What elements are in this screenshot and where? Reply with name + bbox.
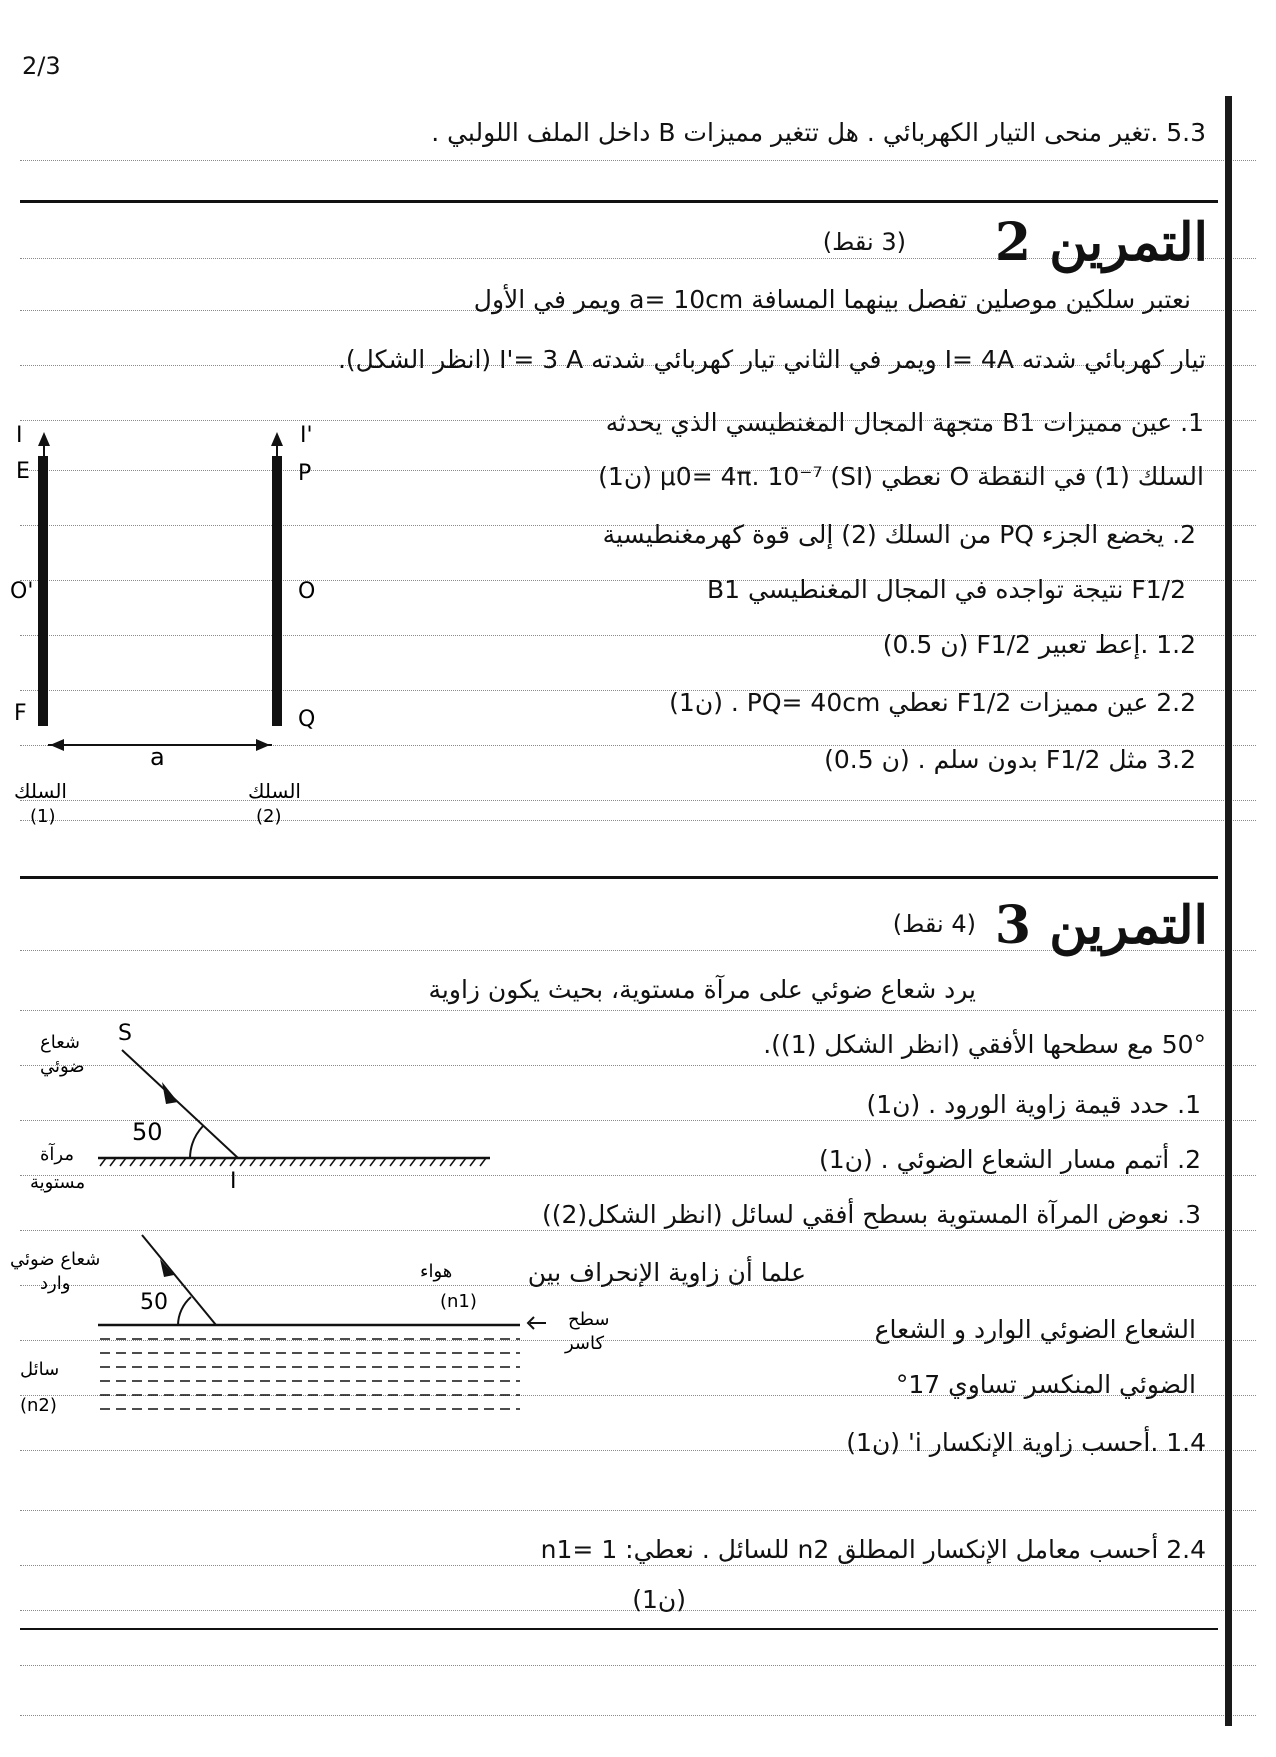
mirror-figure <box>0 1010 500 1210</box>
wire-2-label: السلك <box>248 779 301 803</box>
angle-label: 50 <box>140 1290 168 1315</box>
point-E-label: E <box>16 459 30 484</box>
arrow-head-1 <box>38 432 50 446</box>
exercise-2-points: (3 نقط) <box>822 228 906 256</box>
point-O-prime-label: O' <box>10 579 34 604</box>
n2-label: (n2) <box>20 1395 57 1416</box>
wire-1-number: (1) <box>30 806 56 827</box>
ray-label: شعاع <box>40 1032 80 1053</box>
exercise-3-title: التمرين 3 <box>994 895 1208 956</box>
surface-pointer-arrow <box>528 1317 546 1329</box>
ex2-question-2-1: 1.2 .إعط تعبير F1/2 (ن 0.5) <box>882 630 1196 659</box>
ray-label-2: وارد <box>40 1273 71 1294</box>
ex3-question-3d: الضوئي المنكسر تساوي 17° <box>895 1370 1196 1399</box>
liquid-dashes <box>100 1339 520 1409</box>
ex3-question-4-2: 2.4 أحسب معامل الإنكسار المطلق n2 للسائل . نعطي: n1= 1 <box>540 1535 1206 1564</box>
ex2-question-2b: F1/2 نتيجة تواجده في المجال المغنطيسي B1 <box>707 575 1186 604</box>
liquid-figure <box>0 1225 620 1425</box>
ex3-question-4-2-points: (ن1) <box>632 1585 686 1614</box>
ray-arrow <box>162 1082 178 1104</box>
wire-1-label: السلك <box>14 779 67 803</box>
ex3-line-1: يرد شعاع ضوئي على مرآة مستوية، بحيث يكون زاوية <box>428 975 976 1004</box>
margin-bar <box>1225 96 1232 1726</box>
ray-arrow <box>160 1259 174 1277</box>
exercise-2-title: التمرين 2 <box>994 212 1208 273</box>
air-label: هواء <box>420 1261 453 1282</box>
ex2-question-2-3: 3.2 مثل F1/2 بدون سلم . (ن 0.5) <box>824 745 1196 774</box>
ray-label-2: ضوئي <box>40 1056 85 1077</box>
angle-label: 50 <box>132 1118 163 1146</box>
surface-label: سطح <box>568 1309 610 1330</box>
ray-source-label: S <box>118 1021 132 1046</box>
current-I-prime-label: I' <box>300 423 313 448</box>
point-P-label: P <box>298 461 312 486</box>
ex3-question-3c: الشعاع الضوئي الوارد و الشعاع <box>874 1315 1196 1344</box>
wire-1 <box>38 456 48 726</box>
surface-label-2: كاسر <box>565 1333 605 1354</box>
wires-figure <box>0 420 340 840</box>
point-F-label: F <box>14 701 27 726</box>
section-divider <box>20 200 1218 203</box>
wire-2 <box>272 456 282 726</box>
section-divider-3 <box>20 1628 1218 1630</box>
ex3-question-2: 2. أتمم مسار الشعاع الضوئي . (ن1) <box>818 1145 1201 1174</box>
point-Q-label: Q <box>298 707 316 732</box>
ex3-question-4-1: 1.4 .أحسب زاوية الإنكسار i' (ن1) <box>846 1428 1206 1457</box>
n1-label: (n1) <box>440 1291 477 1312</box>
distance-arrow-right <box>256 739 270 751</box>
ex2-question-2-2: 2.2 عين مميزات F1/2 نعطي PQ= 40cm . (ن1) <box>669 688 1196 717</box>
distance-arrow-left <box>50 739 64 751</box>
exercise-3-points: (4 نقط) <box>892 910 976 938</box>
arrow-head-2 <box>271 432 283 446</box>
distance-a-label: a <box>150 743 165 771</box>
ex2-line-1: نعتبر سلكين موصلين تفصل بينهما المسافة a= 10cm ويمر في الأول <box>473 285 1191 314</box>
question-5-3: 5.3 .تغير منحى التيار الكهربائي . هل تتغير مميزات B داخل الملف اللولبي . <box>431 118 1206 147</box>
liquid-label: سائل <box>20 1359 60 1380</box>
ex2-line-2: تيار كهربائي شدته I= 4A ويمر في الثاني تيار كهربائي شدته I'= 3 A (انظر الشكل). <box>337 345 1206 374</box>
ex3-line-2: 50° مع سطحها الأفقي (انظر الشكل (1)). <box>763 1030 1206 1059</box>
ex2-question-2a: 2. يخضع الجزء PQ من السلك (2) إلى قوة كهرمغنطيسية <box>602 520 1196 549</box>
angle-arc <box>190 1126 203 1158</box>
ex3-question-3: 3. نعوض المرآة المستوية بسطح أفقي لسائل (انظر الشكل(2)) <box>541 1200 1201 1229</box>
ex2-question-1a: 1. عين مميزات B1 متجهة المجال المغنطيسي الذي يحدثه <box>605 408 1204 437</box>
wire-2-number: (2) <box>256 806 282 827</box>
mirror-label-2: مستوية <box>30 1172 86 1193</box>
page-number: 2/3 <box>22 52 61 80</box>
mirror-label: مرآة <box>40 1144 75 1165</box>
section-divider-2 <box>20 876 1218 879</box>
ex2-question-1b: السلك (1) في النقطة O نعطي μ0= 4π. 10⁻⁷ (SI) (ن1) <box>598 462 1204 491</box>
current-I-label: I <box>16 423 23 448</box>
ray-label: شعاع ضوئي <box>10 1249 101 1270</box>
angle-arc <box>178 1297 191 1325</box>
point-O-label: O <box>298 579 316 604</box>
ex3-question-1: 1. حدد قيمة زاوية الورود . (ن1) <box>866 1090 1201 1119</box>
incidence-point-label: I <box>230 1169 237 1194</box>
ex3-question-3b: علما أن زاوية الإنحراف بين <box>527 1258 806 1287</box>
